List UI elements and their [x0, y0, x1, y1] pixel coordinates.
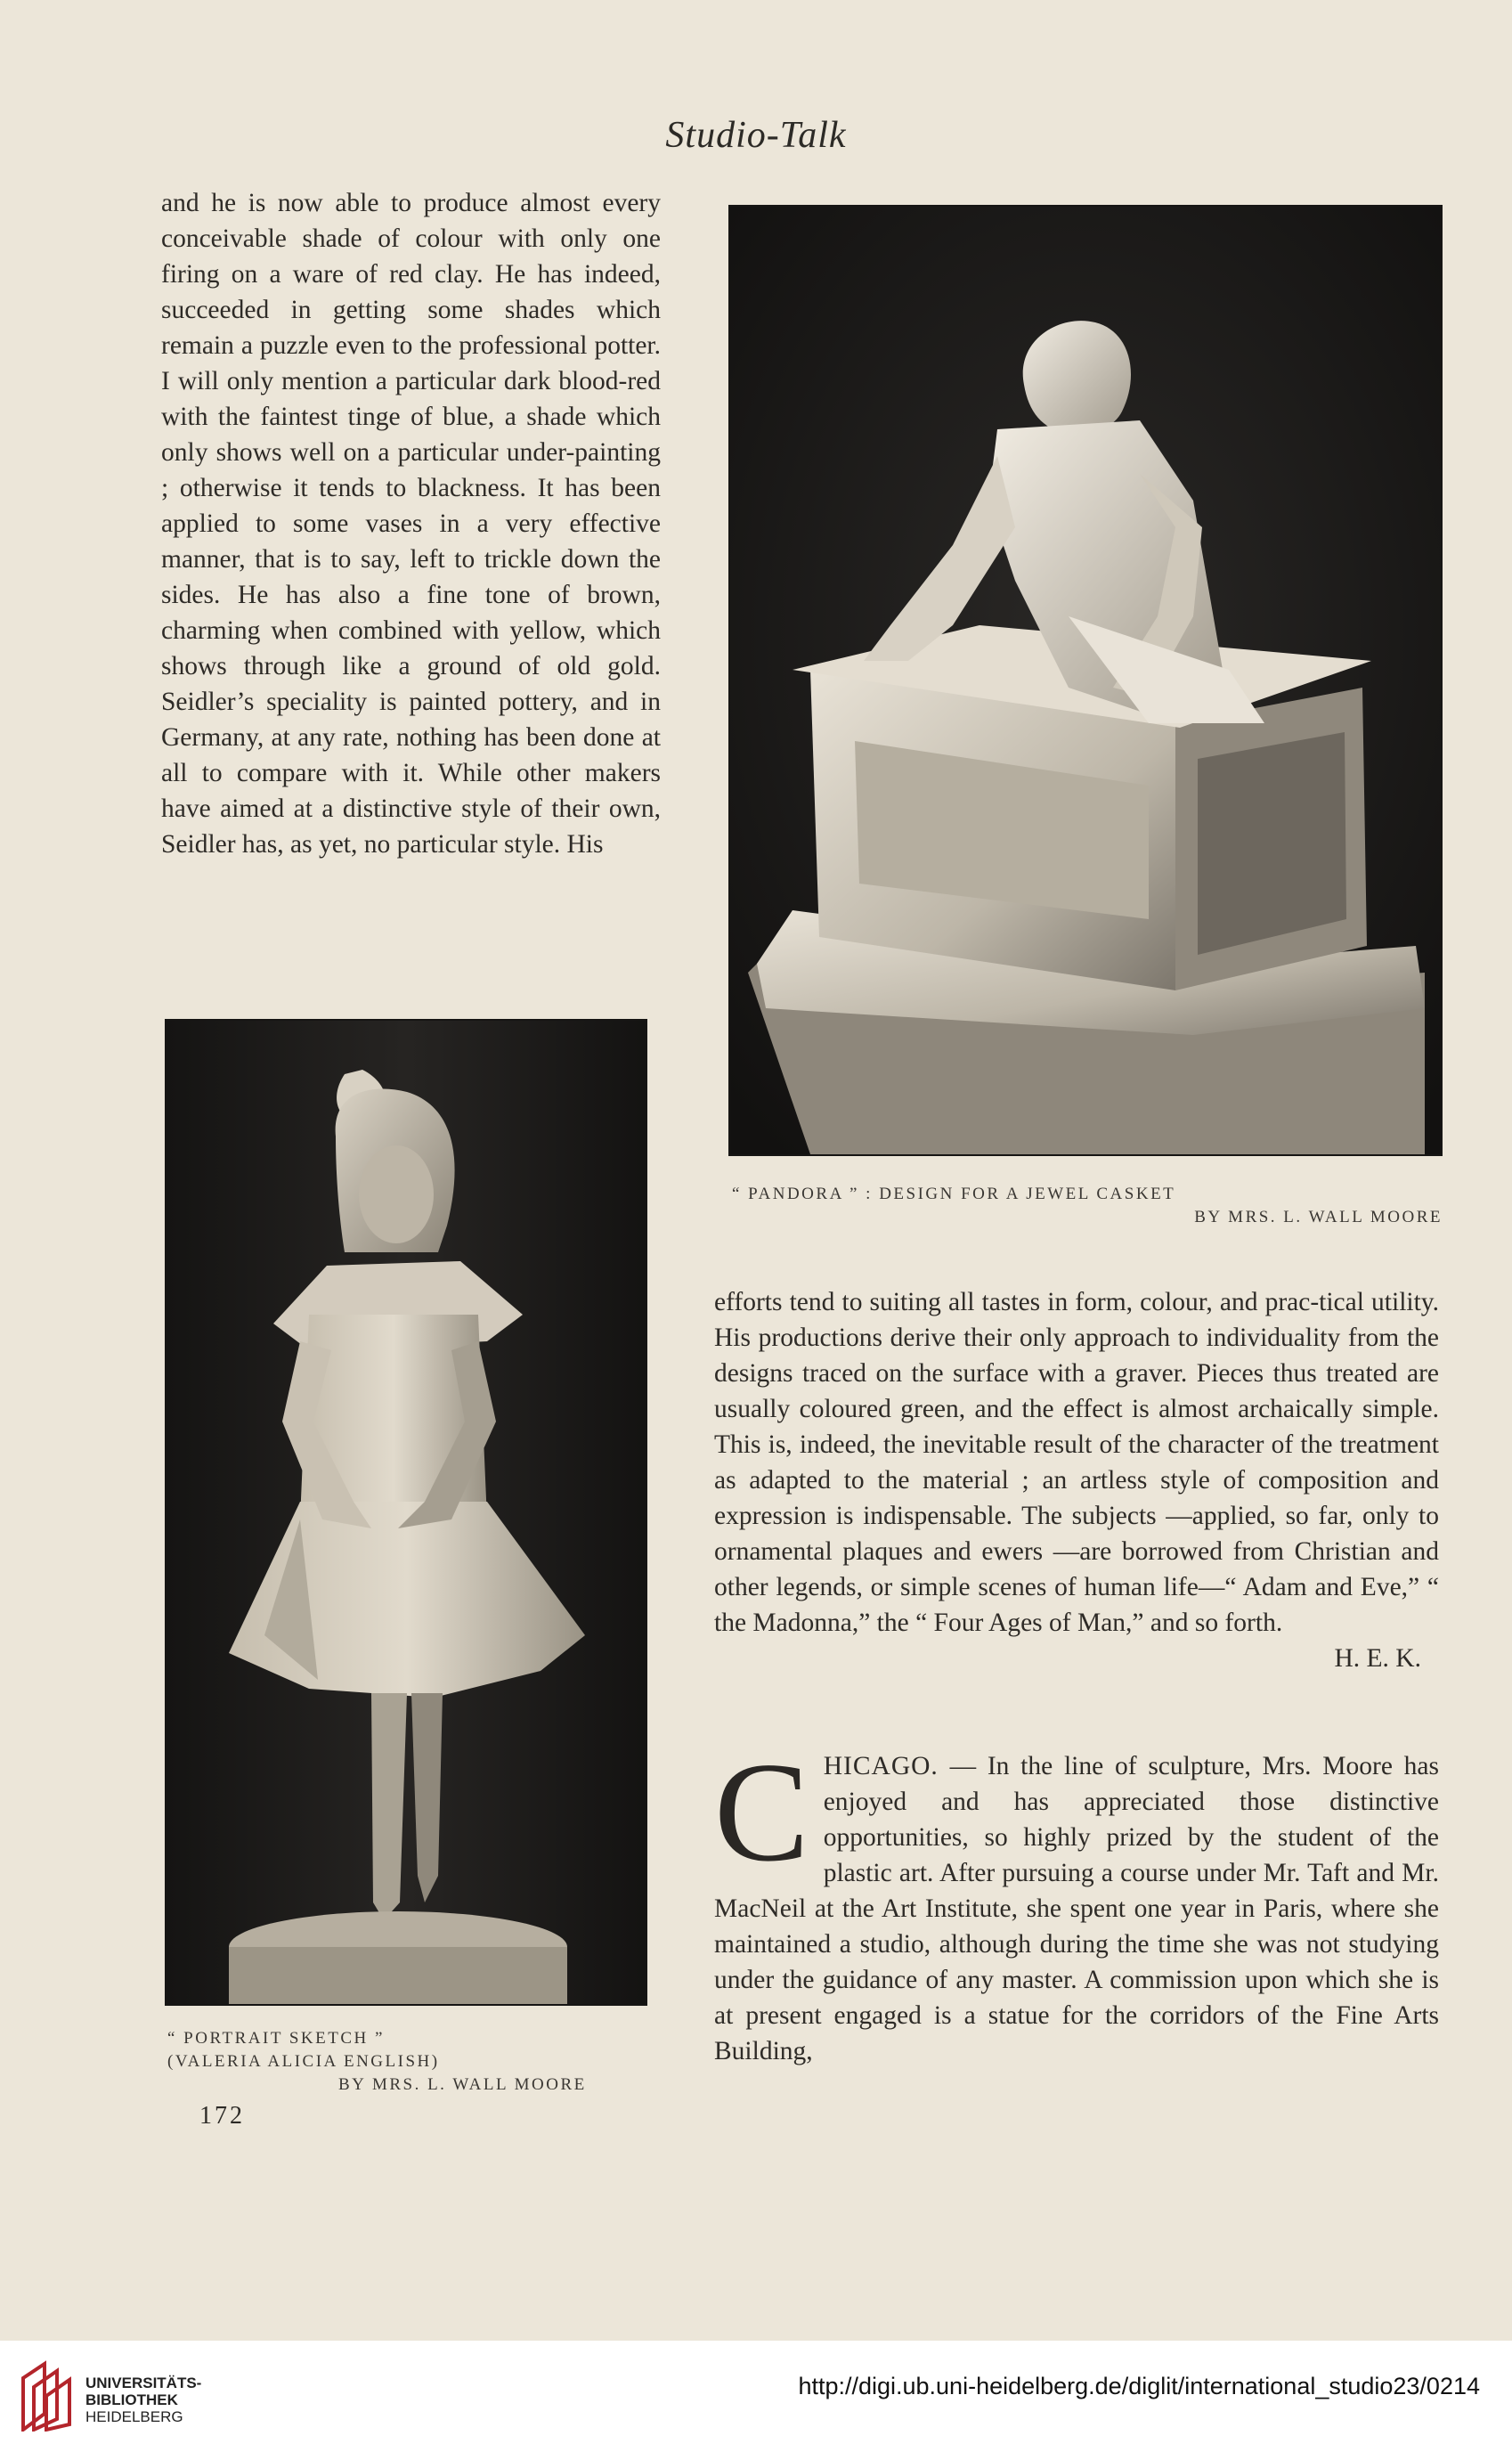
page-number: 172: [199, 2102, 245, 2130]
portrait-caption-credit: BY MRS. L. WALL MOORE: [338, 2075, 587, 2094]
pandora-caption-title: “ PANDORA ” : DESIGN FOR A JEWEL CASKET: [732, 1185, 1176, 1203]
portrait-caption-subtitle: (VALERIA ALICIA ENGLISH): [167, 2052, 440, 2071]
running-head: Studio-Talk: [665, 115, 847, 156]
left-column-text: [161, 185, 661, 862]
pandora-sculpture-image: [730, 207, 1441, 1154]
library-logo-icon: [18, 2360, 73, 2432]
right-column-text: [714, 1284, 1439, 1676]
portrait-statuette-image: [167, 1021, 646, 2004]
author-signature: H. E. K.: [1334, 1644, 1421, 1673]
right-column-paragraph: efforts tend to suiting all tastes in form, colour, and prac-tical utility. His productions derive their only approach to individuality from the designs traced on the surface with a graver. Pieces thus treated are usually coloured green, and the effect is almost archaically simple. This is, indeed, the inevitable result of the character of the treatment as adapted to the material ; an artless style of composition and expression is indispensable. The subjects —applied, so far, only to ornamental plaques and ewers —are borrowed from Christian and other legends, or simple scenes of human life—“ Adam and Eve,” “ the Madonna,” the “ Four Ages of Man,” and so forth.: [714, 1288, 1439, 1637]
left-column-paragraph: and he is now able to produce almost every conceivable shade of colour with only one firing on a ware of red clay. He has indeed, succeeded in getting some shades which remain a puzzle even to the professional potter. I will only mention a particular dark blood-red with the faintest tinge of blue, a shade which only shows well on a particular under-painting ; otherwise it tends to blackness. It has been applied to some vases in a very effective manner, that is to say, left to trickle down the sides. He has also a fine tone of brown, charming when combined with yellow, which shows through like a ground of old gold. Seidler’s speciality is painted pottery, and in Germany, at any rate, nothing has been done at all to compare with it. While other makers have aimed at a distinctive style of their own, Seidler has, as yet, no particular style. His: [161, 189, 661, 859]
library-name-line2: BIBLIOTHEK: [85, 2391, 178, 2408]
chicago-section: [714, 1732, 1439, 2069]
chicago-text: — In the line of sculpture, Mrs. Moore has enjoyed and has appreciated those distinctive opportunities, so highly prized by the student of the plastic art. After pursuing a course under Mr. Taft and Mr. MacNeil at the Art Institute, she spent one year in Paris, where she maintained a studio, although during the time she was not studying under the guidance of any master. A commission upon which she is at present engaged is a statue for the corridors of the Fine Arts Building,: [714, 1752, 1439, 2065]
portrait-caption-title: “ PORTRAIT SKETCH ”: [167, 2029, 385, 2048]
library-name-line3: HEIDELBERG: [85, 2408, 183, 2425]
pandora-photo: [728, 205, 1443, 1156]
pandora-caption-credit: BY MRS. L. WALL MOORE: [1194, 1208, 1443, 1226]
chicago-paragraph: [714, 1732, 1439, 2069]
portrait-sketch-photo: [165, 1019, 647, 2006]
library-name: [85, 2375, 201, 2425]
source-url-link[interactable]: http://digi.ub.uni-heidelberg.de/diglit/international_studio23/0214: [798, 2373, 1480, 2399]
library-name-line1: UNIVERSITÄTS-: [85, 2375, 202, 2391]
chicago-lead: HICAGO.: [823, 1752, 939, 1780]
drop-cap: C: [714, 1732, 809, 1891]
footer-bar: [0, 2341, 1512, 2452]
